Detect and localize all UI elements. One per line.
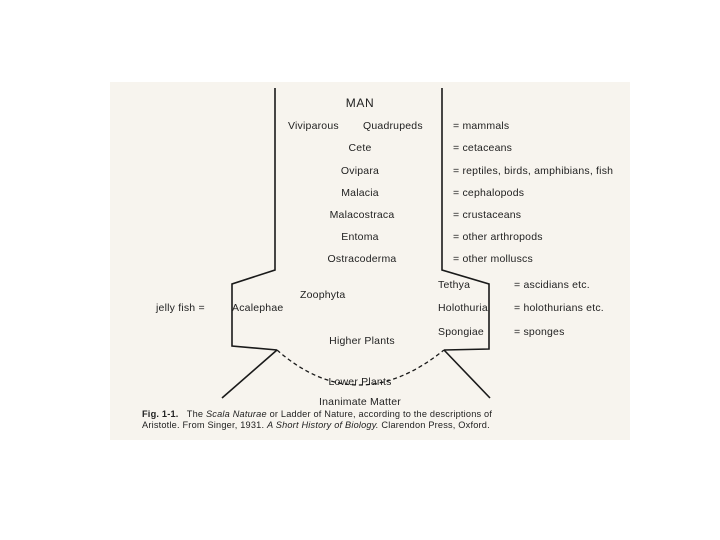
- cete-label: Cete: [348, 142, 372, 154]
- caption-text-2b: Clarendon Press, Oxford.: [381, 420, 490, 430]
- mammals-label: = mammals: [453, 120, 510, 132]
- other-molluscs-label: = other molluscs: [453, 253, 533, 265]
- crustaceans-label: = crustaceans: [453, 209, 522, 221]
- ascidians-label: = ascidians etc.: [514, 279, 590, 291]
- spongiae-label: Spongiae: [438, 326, 484, 338]
- cetaceans-label: = cetaceans: [453, 142, 513, 154]
- caption-text-1a: The: [186, 409, 204, 419]
- figure-label: Fig. 1-1.: [142, 409, 179, 419]
- cephalopods-label: = cephalopods: [453, 187, 525, 199]
- jelly-fish-label: jelly fish =: [156, 302, 205, 314]
- man-label: MAN: [345, 96, 375, 110]
- malacostraca-label: Malacostraca: [329, 209, 395, 221]
- higher-plants-label: Higher Plants: [329, 335, 395, 347]
- ovipara-label: Ovipara: [340, 165, 380, 177]
- holothurians-label: = holothurians etc.: [514, 302, 604, 314]
- acalephae-label: Acalephae: [232, 302, 284, 314]
- caption-italic-1: Scala Naturae: [205, 409, 267, 419]
- reptiles-birds-label: = reptiles, birds, amphibians, fish: [453, 165, 614, 177]
- quadrupeds-label: Quadrupeds: [363, 120, 423, 132]
- right-diagonal: [444, 350, 490, 398]
- sponges-label: = sponges: [514, 326, 565, 338]
- inanimate-matter-label: Inanimate Matter: [319, 396, 401, 408]
- entoma-label: Entoma: [341, 231, 379, 243]
- viviparous-label: Viviparous: [288, 120, 339, 132]
- figure-caption-line-2: [142, 420, 490, 430]
- left-diagonal: [222, 350, 277, 398]
- caption-italic-2: A Short History of Biology.: [267, 420, 379, 430]
- ostracoderma-label: Ostracoderma: [327, 253, 397, 265]
- caption-text-1b: or Ladder of Nature, according to the descriptions of: [269, 409, 493, 419]
- holothuria-label: Holothuria: [438, 302, 488, 314]
- lower-plants-label: Lower Plants: [328, 376, 392, 388]
- caption-text-2a: Aristotle. From Singer, 1931.: [142, 420, 265, 430]
- zoophyta-label: Zoophyta: [300, 289, 346, 301]
- malacia-label: Malacia: [341, 187, 379, 199]
- other-arthropods-label: = other arthropods: [453, 231, 543, 243]
- figure-caption-line-1: [142, 409, 492, 419]
- tethya-label: Tethya: [438, 279, 471, 291]
